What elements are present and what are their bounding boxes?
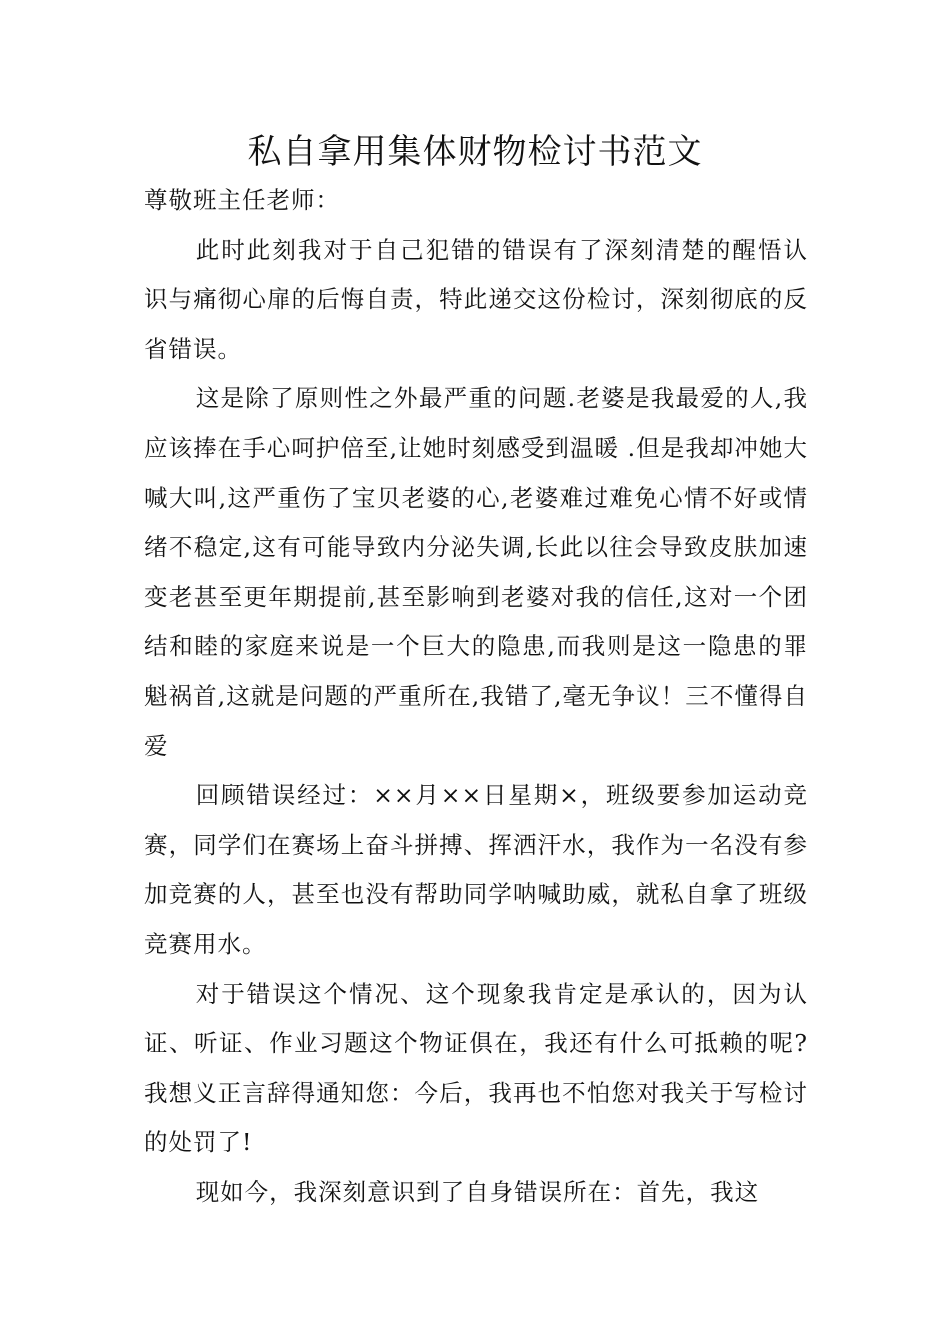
salutation: 尊敬班主任老师： [144, 186, 340, 214]
paragraph-3: 回顾错误经过：××月××日星期×，班级要参加运动竞赛，同学们在赛场上奋斗拼搏、挥洒汗水，我作为一名没有参加竞赛的人，甚至也没有帮助同学呐喊助威，就私自拿了班级竞赛用水。 [144, 781, 808, 958]
paragraph-2: 这是除了原则性之外最严重的问题.老婆是我最爱的人,我应该捧在手心呵护倍至,让她时刻感受到温暖 .但是我却冲她大喊大叫,这严重伤了宝贝老婆的心,老婆难过难免心情不好或情绪不稳定,这有可能导致内分泌失调,长此以往会导致皮肤加速变老甚至更年期提前,甚至影响到老婆对我的信任,这对一个团结和睦的家庭来说是一个巨大的隐患,而我则是这一隐患的罪魁祸首,这就是问题的严重所在,我错了,毫无争议！三不懂得自爱 [144, 384, 808, 760]
paragraph-4: 对于错误这个情况、这个现象我肯定是承认的，因为认证、听证、作业习题这个物证俱在，我还有什么可抵赖的呢?我想义正言辞得通知您：今后，我再也不怕您对我关于写检讨的处罚了! [144, 979, 808, 1157]
paragraph-5: 现如今，我深刻意识到了自身错误所在：首先，我这 [195, 1177, 760, 1206]
paragraph-1: 此时此刻我对于自己犯错的错误有了深刻清楚的醒悟认识与痛彻心扉的后悔自责，特此递交这份检讨，深刻彻底的反省错误。 [144, 235, 808, 363]
document-title: 私自拿用集体财物检讨书范文 [247, 132, 703, 172]
document-body [144, 176, 808, 1217]
